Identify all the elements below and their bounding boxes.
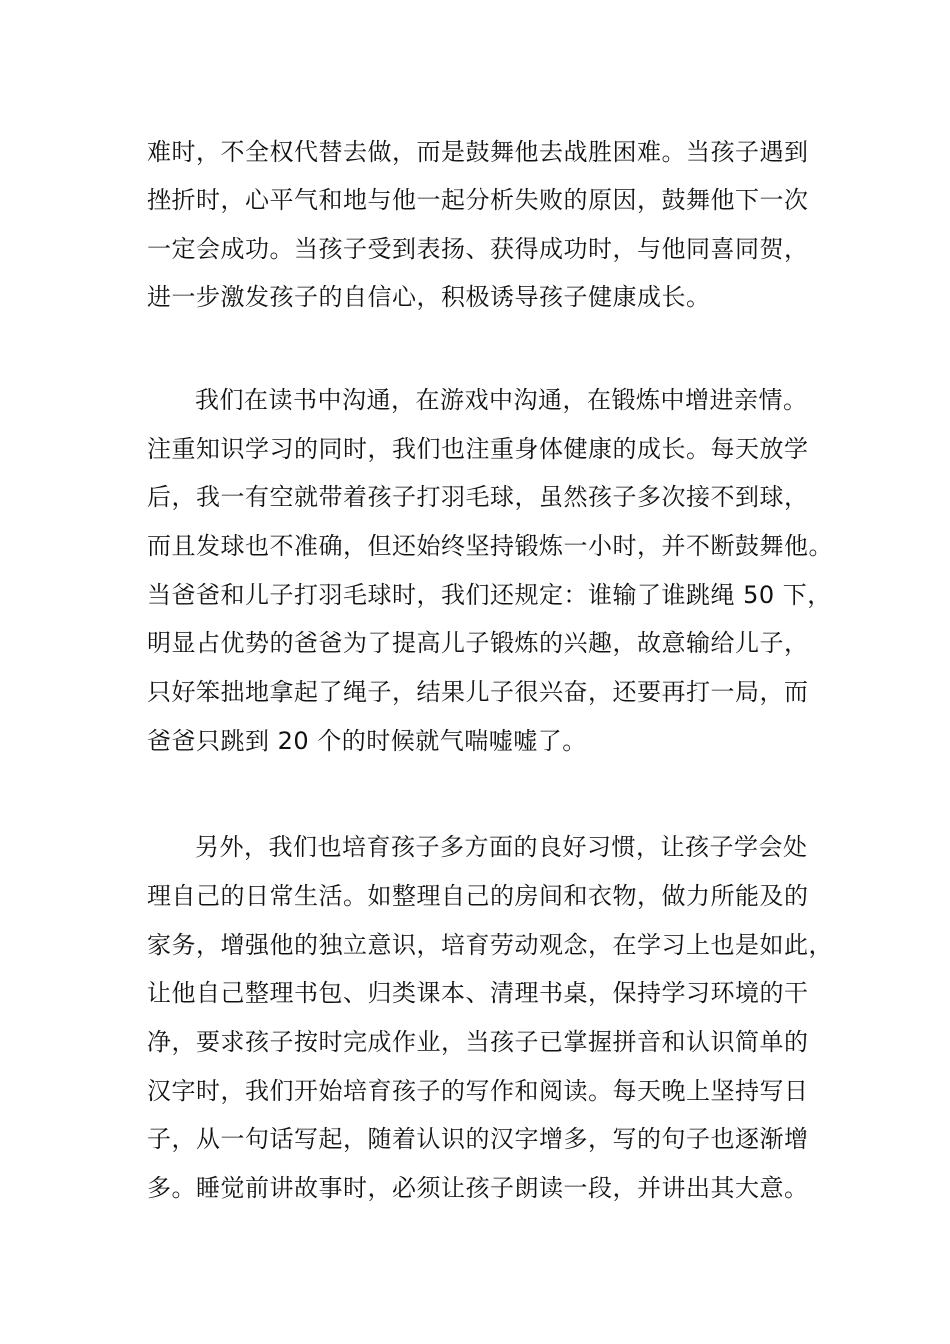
text-line: 注重知识学习的同时，我们也注重身体健康的成长。每天放学 <box>147 435 809 463</box>
text-line: 另外，我们也培育孩子多方面的良好习惯，让孩子学会处 <box>195 833 808 861</box>
text-line: 家务，增强他的独立意识，培育劳动观念，在学习上也是如此， <box>147 931 833 959</box>
text-line: 后，我一有空就带着孩子打羽毛球，虽然孩子多次接不到球， <box>147 483 809 511</box>
text-line: 而且发球也不准确，但还始终坚持锻炼一小时，并不断鼓舞他。 <box>147 532 833 560</box>
text-line: 一定会成功。当孩子受到表扬、获得成功时，与他同喜同贺， <box>147 235 809 263</box>
text-line: 子，从一句话写起，随着认识的汉字增多，写的句子也逐渐增 <box>147 1125 809 1153</box>
text-line: 挫折时，心平气和地与他一起分析失败的原因，鼓舞他下一次 <box>147 186 809 214</box>
text-line: 净，要求孩子按时完成作业，当孩子已掌握拼音和认识简单的 <box>147 1028 809 1056</box>
text-line: 当爸爸和儿子打羽毛球时，我们还规定：谁输了谁跳绳 50 下， <box>147 581 832 609</box>
text-line: 只好笨拙地拿起了绳子，结果儿子很兴奋，还要再打一局，而 <box>147 678 809 706</box>
text-line: 汉字时，我们开始培育孩子的写作和阅读。每天晚上坚持写日 <box>147 1077 809 1105</box>
text-line: 多。睡觉前讲故事时，必须让孩子朗读一段，并讲出其大意。 <box>147 1174 809 1202</box>
text-line: 爸爸只跳到 20 个的时候就气喘嘘嘘了。 <box>147 727 587 755</box>
text-line: 难时，不全权代替去做，而是鼓舞他去战胜困难。当孩子遇到 <box>147 138 809 166</box>
text-line: 进一步激发孩子的自信心，积极诱导孩子健康成长。 <box>147 283 711 311</box>
text-line: 我们在读书中沟通，在游戏中沟通，在锻炼中增进亲情。 <box>195 386 808 414</box>
text-line: 明显占优势的爸爸为了提高儿子锻炼的兴趣，故意输给儿子， <box>147 629 809 657</box>
text-line: 让他自己整理书包、归类课本、清理书桌，保持学习环境的干 <box>147 979 809 1007</box>
text-line: 理自己的日常生活。如整理自己的房间和衣物，做力所能及的 <box>147 882 809 910</box>
